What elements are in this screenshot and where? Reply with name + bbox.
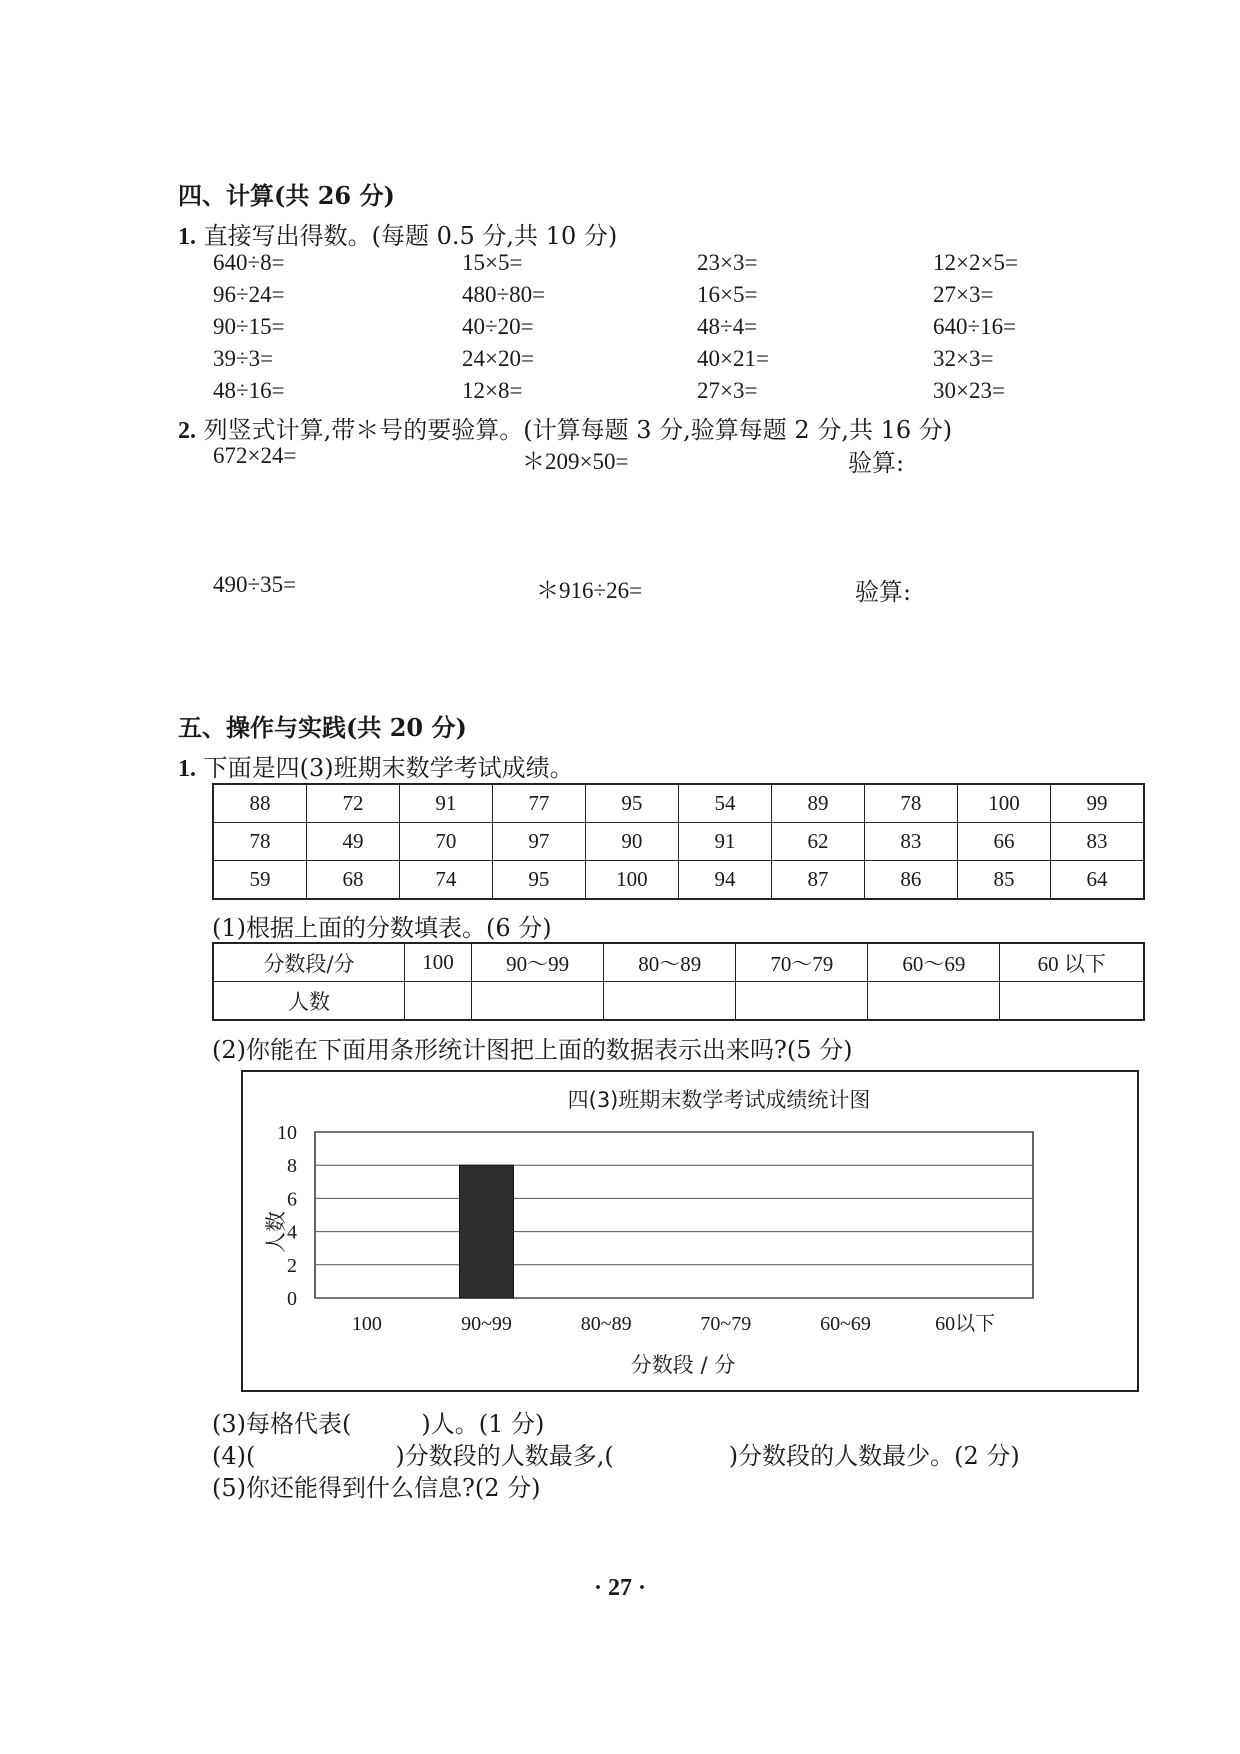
question-number: 1.	[178, 756, 196, 782]
written-problem: 672×24=	[213, 443, 297, 468]
score-cell: 66	[957, 823, 1050, 861]
band-cell: 80～89	[604, 943, 736, 982]
score-cell: 59	[213, 861, 306, 900]
x-axis-ticks	[352, 1312, 995, 1335]
x-tick-label: 100	[351, 1313, 382, 1335]
page-number: · 27 ·	[593, 1575, 647, 1601]
x-tick-label: 80~89	[580, 1313, 632, 1335]
y-tick-label: 4	[287, 1221, 297, 1244]
score-cell: 97	[492, 823, 585, 861]
x-tick-label: 60以下	[935, 1313, 996, 1335]
score-cell: 91	[678, 823, 771, 861]
problem: 27×3=	[933, 282, 994, 307]
problem: 12×2×5=	[933, 250, 1018, 275]
score-cell: 100	[585, 861, 678, 900]
band-cell: 70～79	[736, 943, 868, 982]
score-band-table	[212, 942, 1145, 1021]
problem: 24×20=	[462, 346, 534, 371]
score-cell: 94	[678, 861, 771, 900]
score-cell: 86	[864, 861, 957, 900]
score-cell: 88	[213, 784, 306, 823]
written-problem: 490÷35=	[213, 572, 297, 597]
sub-question-4-prefix: (4)(	[212, 1442, 256, 1470]
score-cell: 100	[957, 784, 1050, 823]
count-row	[213, 982, 1144, 1021]
section-4-title: 四、计算(共 26 分)	[178, 181, 395, 210]
sub-question-4-middle: )分数段的人数最多,(	[395, 1442, 614, 1470]
written-problem: ＊916÷26=	[536, 578, 643, 603]
band-header: 分数段/分	[213, 943, 405, 982]
score-cell: 78	[864, 784, 957, 823]
question-text: 列竖式计算,带＊号的要验算。(计算每题 3 分,验算每题 2 分,共 16 分)	[203, 416, 953, 444]
score-cell: 95	[585, 784, 678, 823]
chart-title: 四(3)班期末数学考试成绩统计图	[567, 1088, 871, 1112]
score-cell: 49	[306, 823, 399, 861]
band-row	[213, 943, 1144, 982]
score-cell: 64	[1051, 861, 1145, 900]
check-label: 验算:	[855, 578, 912, 606]
problem: 15×5=	[462, 250, 523, 275]
band-cell: 60～69	[868, 943, 1000, 982]
problem: 48÷4=	[697, 314, 758, 339]
score-cell: 90	[585, 823, 678, 861]
problem: 27×3=	[697, 378, 758, 403]
scores-row	[213, 823, 1144, 861]
score-cell: 99	[1051, 784, 1145, 823]
problem: 23×3=	[697, 250, 758, 275]
sub-question-1: (1)根据上面的分数填表。(6 分)	[212, 914, 552, 942]
score-cell: 78	[213, 823, 306, 861]
section-5-title: 五、操作与实践(共 20 分)	[178, 713, 467, 742]
score-cell: 70	[399, 823, 492, 861]
x-axis-label: 分数段 / 分	[630, 1353, 736, 1377]
y-axis-label: 人数	[264, 1211, 288, 1253]
chart-frame	[241, 1070, 1139, 1392]
score-cell: 74	[399, 861, 492, 900]
question-number: 2.	[178, 418, 196, 444]
count-blank[interactable]	[472, 982, 604, 1021]
question-5-1	[178, 748, 574, 783]
problem: 40×21=	[697, 346, 769, 371]
count-blank[interactable]	[405, 982, 472, 1021]
score-cell: 62	[771, 823, 864, 861]
sub-question-2: (2)你能在下面用条形统计图把上面的数据表示出来吗?(5 分)	[212, 1036, 853, 1064]
band-cell: 100	[405, 943, 472, 982]
count-header: 人数	[213, 982, 405, 1021]
scores-row	[213, 784, 1144, 823]
y-tick-label: 2	[287, 1254, 297, 1277]
sub-question-5: (5)你还能得到什么信息?(2 分)	[212, 1474, 541, 1502]
y-tick-label: 0	[287, 1288, 297, 1310]
problem: 16×5=	[697, 282, 758, 307]
y-tick-label: 8	[287, 1155, 297, 1178]
problem: 30×23=	[933, 378, 1005, 403]
sub-question-3-suffix: )人。(1 分)	[421, 1410, 545, 1438]
bar	[460, 1165, 514, 1298]
chart-bars	[460, 1165, 514, 1298]
question-number: 1.	[178, 224, 196, 250]
count-blank[interactable]	[604, 982, 736, 1021]
question-text: 直接写出得数。(每题 0.5 分,共 10 分)	[203, 222, 618, 250]
scores-table	[212, 783, 1145, 900]
question-4-1	[178, 216, 617, 251]
count-blank[interactable]	[868, 982, 1000, 1021]
sub-question-4-suffix: )分数段的人数最少。(2 分)	[728, 1442, 1020, 1470]
problem: 40÷20=	[462, 314, 534, 339]
score-cell: 83	[864, 823, 957, 861]
score-cell: 83	[1051, 823, 1145, 861]
band-cell: 60 以下	[1000, 943, 1144, 982]
y-tick-label: 6	[287, 1188, 297, 1211]
problem: 12×8=	[462, 378, 523, 403]
check-label: 验算:	[848, 449, 905, 477]
scores-row	[213, 861, 1144, 900]
score-cell: 85	[957, 861, 1050, 900]
problem: 48÷16=	[213, 378, 285, 403]
problem: 96÷24=	[213, 282, 285, 307]
count-blank[interactable]	[736, 982, 868, 1021]
x-tick-label: 70~79	[700, 1313, 752, 1335]
x-tick-label: 90~99	[461, 1313, 512, 1335]
band-cell: 90～99	[472, 943, 604, 982]
problem: 90÷15=	[213, 314, 285, 339]
y-tick-label: 10	[277, 1122, 297, 1144]
plot-border	[315, 1132, 1033, 1298]
problem: 640÷16=	[933, 314, 1017, 339]
sub-question-3	[212, 1404, 544, 1439]
score-cell: 87	[771, 861, 864, 900]
score-cell: 77	[492, 784, 585, 823]
count-blank[interactable]	[1000, 982, 1144, 1021]
score-cell: 54	[678, 784, 771, 823]
question-4-2	[178, 410, 952, 445]
written-problem: ＊209×50=	[522, 449, 629, 474]
chart-grid	[315, 1132, 1033, 1298]
sub-question-4	[212, 1436, 1020, 1471]
bar-chart	[243, 1072, 1137, 1390]
problem: 39÷3=	[213, 346, 274, 371]
problem: 640÷8=	[213, 250, 285, 275]
score-cell: 89	[771, 784, 864, 823]
problem: 480÷80=	[462, 282, 546, 307]
score-cell: 72	[306, 784, 399, 823]
sub-question-3-prefix: (3)每格代表(	[212, 1410, 352, 1438]
score-cell: 91	[399, 784, 492, 823]
problem: 32×3=	[933, 346, 994, 371]
x-tick-label: 60~69	[820, 1313, 871, 1335]
score-cell: 95	[492, 861, 585, 900]
question-text: 下面是四(3)班期末数学考试成绩。	[203, 754, 574, 782]
score-cell: 68	[306, 861, 399, 900]
